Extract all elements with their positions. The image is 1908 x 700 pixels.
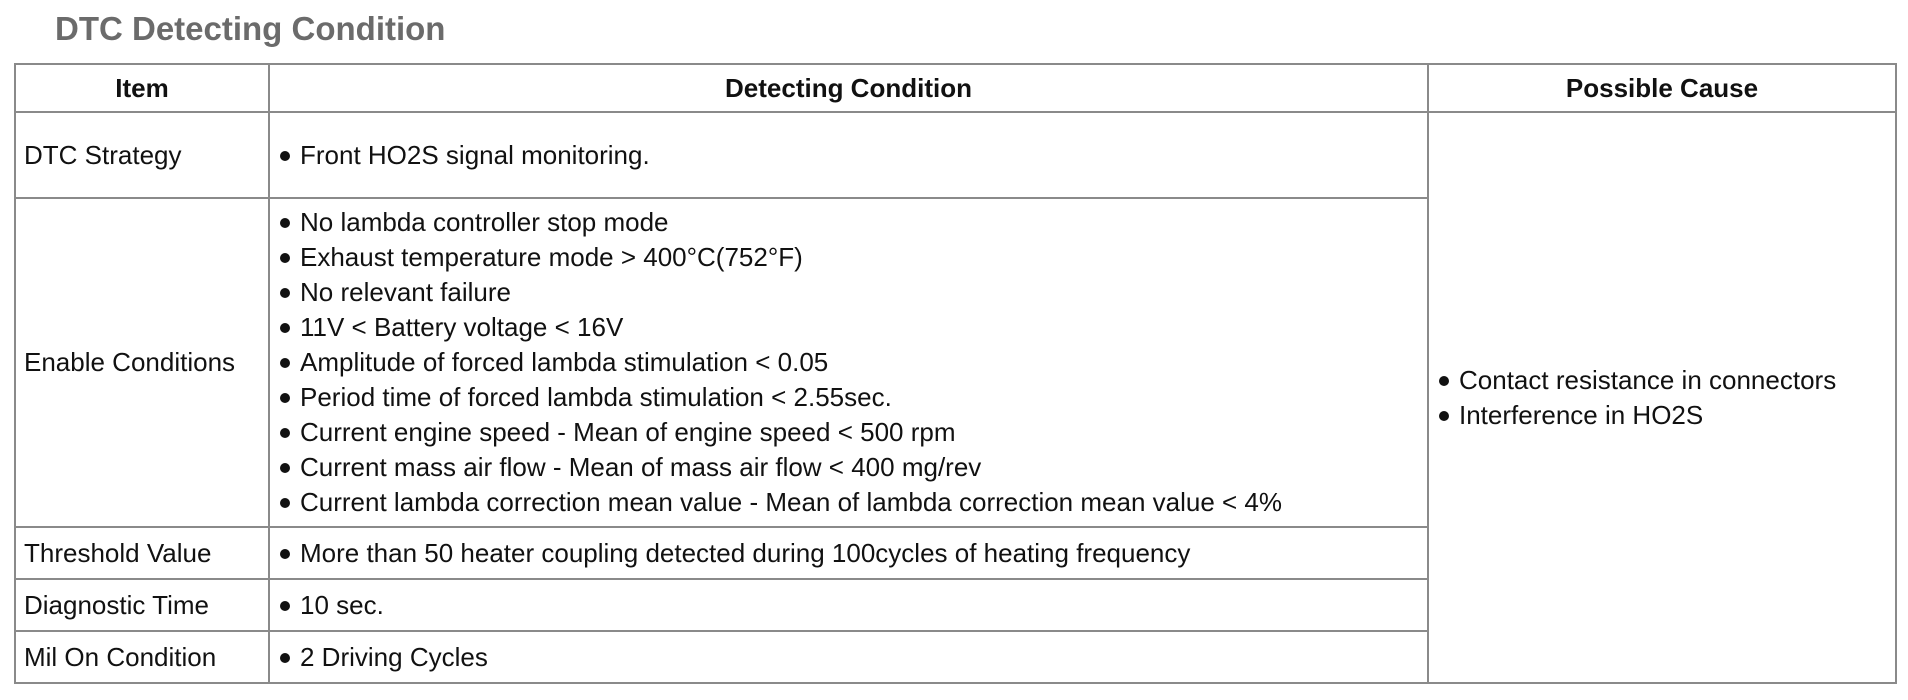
possible-cause-item: Interference in HO2S [1437, 398, 1887, 433]
condition-item: Period time of forced lambda stimulation < 2.55sec. [278, 380, 1419, 415]
condition-list [278, 205, 1419, 520]
item-enable-conditions: Enable Conditions [15, 198, 269, 527]
condition-list [278, 588, 1419, 623]
condition-list [278, 536, 1419, 571]
condition-item: Amplitude of forced lambda stimulation < 0.05 [278, 345, 1419, 380]
item-diagnostic-time: Diagnostic Time [15, 579, 269, 631]
possible-cause-item: Contact resistance in connectors [1437, 363, 1887, 398]
header-item: Item [15, 64, 269, 112]
item-threshold-value: Threshold Value [15, 527, 269, 579]
condition-item: More than 50 heater coupling detected during 100cycles of heating frequency [278, 536, 1419, 571]
condition-diagnostic-time [269, 579, 1428, 631]
header-detecting-condition: Detecting Condition [269, 64, 1428, 112]
condition-list [278, 138, 1419, 173]
condition-item: Front HO2S signal monitoring. [278, 138, 1419, 173]
condition-mil-on-condition [269, 631, 1428, 683]
item-dtc-strategy: DTC Strategy [15, 112, 269, 198]
possible-cause-list [1437, 363, 1887, 433]
condition-threshold-value [269, 527, 1428, 579]
table-header-row [15, 64, 1896, 112]
condition-list [278, 640, 1419, 675]
item-mil-on-condition: Mil On Condition [15, 631, 269, 683]
condition-item: Current engine speed - Mean of engine speed < 500 rpm [278, 415, 1419, 450]
condition-dtc-strategy [269, 112, 1428, 198]
condition-item: Current mass air flow - Mean of mass air flow < 400 mg/rev [278, 450, 1419, 485]
table-row-dtc-strategy [15, 112, 1896, 198]
condition-item: No lambda controller stop mode [278, 205, 1419, 240]
condition-item: No relevant failure [278, 275, 1419, 310]
condition-item: Exhaust temperature mode > 400°C(752°F) [278, 240, 1419, 275]
dtc-detecting-condition-table [14, 63, 1897, 684]
header-possible-cause: Possible Cause [1428, 64, 1896, 112]
condition-item: 10 sec. [278, 588, 1419, 623]
condition-enable-conditions [269, 198, 1428, 527]
page-title: DTC Detecting Condition [55, 10, 446, 47]
possible-cause-cell [1428, 112, 1896, 683]
condition-item: 2 Driving Cycles [278, 640, 1419, 675]
condition-item: Current lambda correction mean value - Mean of lambda correction mean value < 4% [278, 485, 1419, 520]
condition-item: 11V < Battery voltage < 16V [278, 310, 1419, 345]
